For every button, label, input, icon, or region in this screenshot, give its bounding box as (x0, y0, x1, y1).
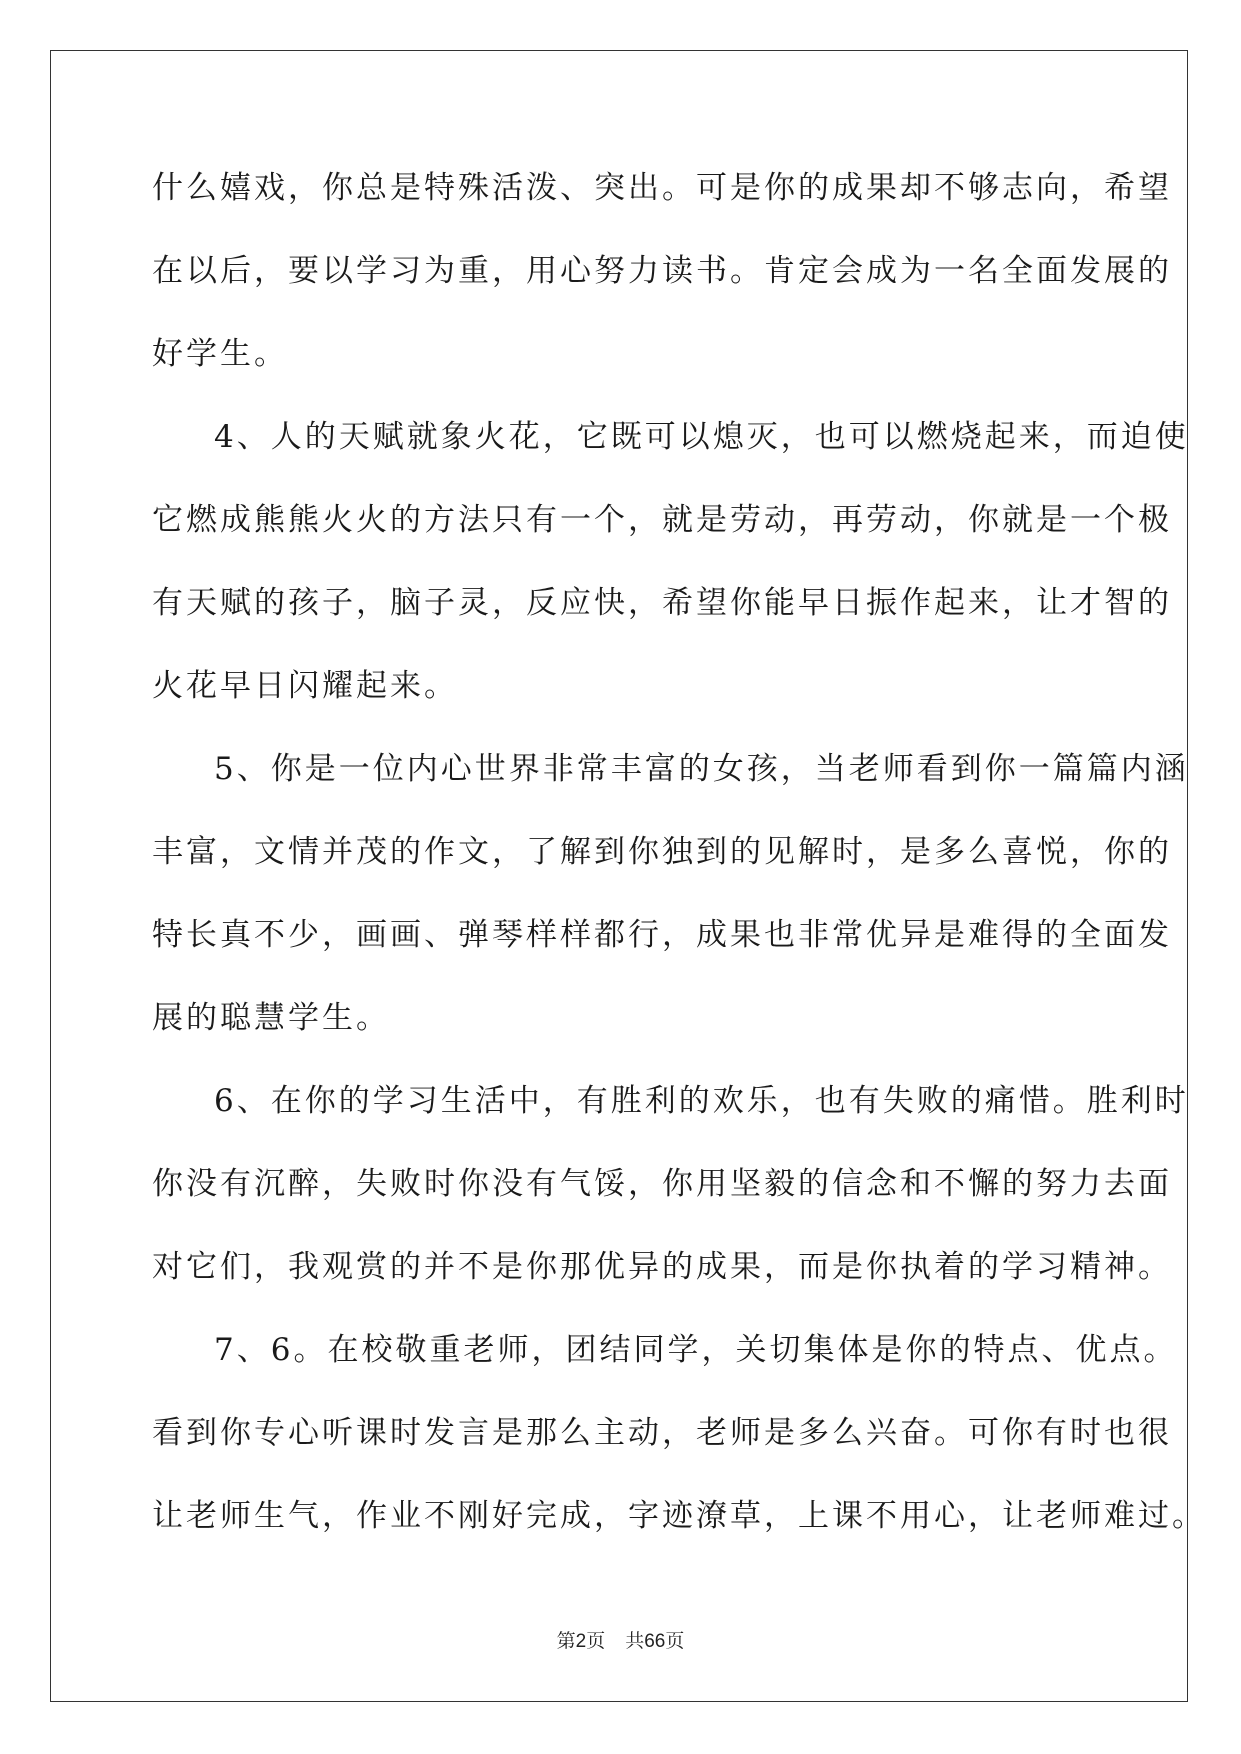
text-line: 5、你是一位内心世界非常丰富的女孩，当老师看到你一篇篇内涵 (214, 751, 1189, 787)
document-body (152, 160, 1206, 1571)
text-line: 火花早日闪耀起来。 (152, 668, 458, 704)
text-line: 特长真不少，画画、弹琴样样都行，成果也非常优异是难得的全面发 (152, 917, 1172, 953)
page-suffix: 页 (586, 1630, 606, 1652)
text-line: 看到你专心听课时发言是那么主动，老师是多么兴奋。可你有时也很 (152, 1415, 1172, 1451)
text-line: 什么嬉戏，你总是特殊活泼、突出。可是你的成果却不够志向，希望 (152, 170, 1172, 206)
text-line: 你没有沉醉，失败时你没有气馁，你用坚毅的信念和不懈的努力去面 (152, 1166, 1172, 1202)
text-line: 在以后，要以学习为重，用心努力读书。肯定会成为一名全面发展的 (152, 253, 1172, 289)
text-line: 让老师生气，作业不刚好完成，字迹潦草，上课不用心，让老师难过。 (152, 1498, 1206, 1534)
text-line: 4、人的天赋就象火花，它既可以熄灭，也可以燃烧起来，而迫使 (214, 419, 1189, 455)
text-line: 丰富，文情并茂的作文，了解到你独到的见解时，是多么喜悦，你的 (152, 834, 1172, 870)
text-line: 有天赋的孩子，脑子灵，反应快，希望你能早日振作起来，让才智的 (152, 585, 1172, 621)
page-footer (0, 1626, 1241, 1653)
text-line: 7、6。在校敬重老师，团结同学，关切集体是你的特点、优点。 (214, 1332, 1178, 1368)
text-line: 好学生。 (152, 336, 288, 372)
total-prefix: 共 (625, 1630, 645, 1652)
text-line: 对它们，我观赏的并不是你那优异的成果，而是你执着的学习精神。 (152, 1249, 1172, 1285)
page-total: 66 (644, 1631, 666, 1652)
page-current: 2 (575, 1631, 587, 1652)
total-suffix: 页 (665, 1630, 685, 1652)
text-line: 展的聪慧学生。 (152, 1000, 390, 1036)
text-line: 6、在你的学习生活中，有胜利的欢乐，也有失败的痛惜。胜利时 (214, 1083, 1189, 1119)
page-prefix: 第 (556, 1630, 576, 1652)
text-line: 它燃成熊熊火火的方法只有一个，就是劳动，再劳动，你就是一个极 (152, 502, 1172, 538)
